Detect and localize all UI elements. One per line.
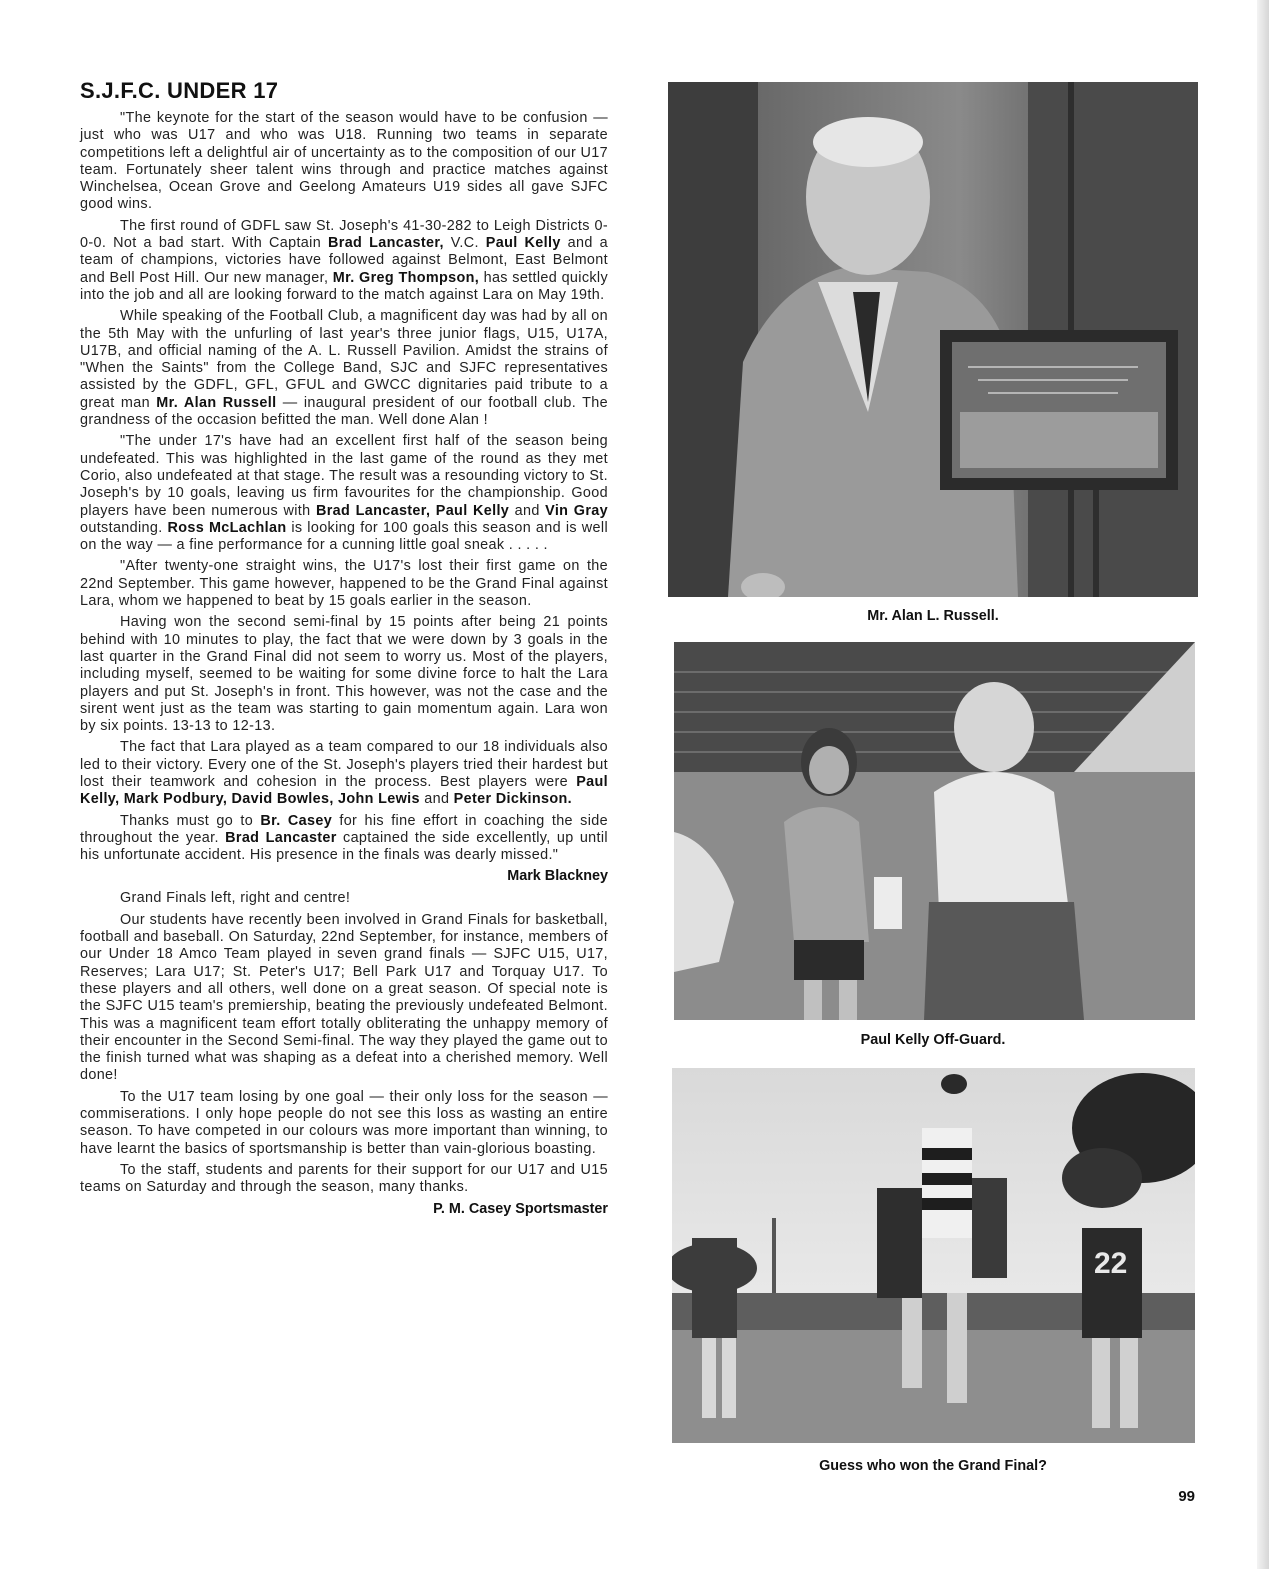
caption-alan-russell: Mr. Alan L. Russell. [867,608,999,624]
paragraph-11: To the U17 team losing by one goal — their only loss for the season — commiserations. I only hope people do not see this loss as wasting an entire season. To have competed in our colours was more important than winning, to have learnt the basics of sportsmanship is better than vain-glorious boasting. [80,1088,608,1157]
photo-paul-kelly [674,642,1195,1020]
paragraph-6: Having won the second semi-final by 15 points after being 21 points behind with 10 minutes to play, the fact that we were down by 3 goals in the last quarter in the Grand Final did not seem to worry us. Most of the players, including myself, seemed to be waiting for some divine force to halt the Lara players and put St. Joseph's in front. This however, was not the case and the sirent went just as the team was starting to gain momentum again. Lara won by six points. 13-13 to 12-13. [80,614,608,735]
page-number: 99 [1178,1488,1195,1505]
article-column [80,78,608,1223]
jersey-number: 22 [1094,1247,1128,1280]
photo-grand-final [672,1068,1195,1443]
signature-mark-blackney: Mark Blackney [507,868,608,885]
paragraph-3: While speaking of the Football Club, a magnificent day was had by all on the 5th May with the unfurling of last year's three junior flags, U15, U17A, U17B, and official naming of the A. L. Russell Pavilion. Amidst the strains of "When the Saints" from the College Band, SJC and SJFC representatives assisted by the GDFL, GFL, GFUL and GWCC dignitaries paid tribute to a great man Mr. Alan Russell — inaugural president of our football club. The grandness of the occasion befitted the man. Well done Alan ! [80,308,608,429]
signature-sportsmaster: P. M. Casey Sportsmaster [433,1200,608,1217]
paragraph-9: Grand Finals left, right and centre! [120,890,351,907]
paragraph-12: To the staff, students and parents for their support for our U17 and U15 teams on Saturday and through the season, many thanks. [80,1161,608,1196]
paragraph-5: "After twenty-one straight wins, the U17's lost their first game on the 22nd September. This game however, happened to be the Grand Final against Lara, whom we happened to beat by 15 goals earlier in the season. [80,558,608,610]
paragraph-8: Thanks must go to Br. Casey for his fine effort in coaching the side throughout the year. Brad Lancaster captained the side excellently, up until his unfortunate accident. His presence in the finals was dearly missed." [80,812,608,864]
paragraph-7: The fact that Lara played as a team compared to our 18 individuals also led to their victory. Every one of the St. Joseph's players tried their hardest but lost their teamwork and cohesion in the process. Best players were Paul Kelly, Mark Podbury, David Bowles, John Lewis and Peter Dickinson. [80,739,608,808]
caption-grand-final: Guess who won the Grand Final? [819,1458,1047,1474]
photo-alan-russell [668,82,1198,597]
article-title: S.J.F.C. UNDER 17 [80,78,279,103]
paragraph-10: Our students have recently been involved in Grand Finals for basketball, football and baseball. On Saturday, 22nd September, for instance, members of our Under 18 Amco Team played in seven grand finals — SJFC U15, U17, Reserves; Lara U17; St. Peter's U17; Bell Park U17 and Torquay U17. To these players and all others, well done on a great season. Of special note is the SJFC U15 team's premiership, beating the previously undefeated Belmont. This was a magnificent team effort totally obliterating the unhappy memory of their encounter in the Second Semi-final. The way they played the game out to the finish turned what was shaping as a defeat into a cherished memory. Well done! [80,911,608,1084]
page-edge [1257,0,1269,1569]
paragraph-4: "The under 17's have had an excellent first half of the season being undefeated. This was highlighted in the last game of the round as they met Corio, also undefeated at that stage. The result was a resounding victory to St. Joseph's by 10 goals, leaving us firm favourites for the championship. Good players have been numerous with Brad Lancaster, Paul Kelly and Vin Gray outstanding. Ross McLachlan is looking for 100 goals this season and is well on the way — a fine performance for a cunning little goal sneak . . . . . [80,433,608,554]
paragraph-1: "The keynote for the start of the season would have to be confusion — just who was U17 and who was U18. Running two teams in separate competitions left a delightful air of uncertainty as to the composition of our U17 team. Fortunately sheer talent wins through and practice matches against Winchelsea, Ocean Grove and Geelong Amateurs U19 sides all gave SJFC good wins. [80,110,608,213]
caption-paul-kelly: Paul Kelly Off-Guard. [860,1032,1006,1048]
paragraph-2: The first round of GDFL saw St. Joseph's 41-30-282 to Leigh Districts 0-0-0. Not a bad start. With Captain Brad Lancaster, V.C. Paul Kelly and a team of champions, victories have followed against Belmont, East Belmont and Bell Post Hill. Our new manager, Mr. Greg Thompson, has settled quickly into the job and all are looking forward to the match against Lara on May 19th. [80,217,609,303]
